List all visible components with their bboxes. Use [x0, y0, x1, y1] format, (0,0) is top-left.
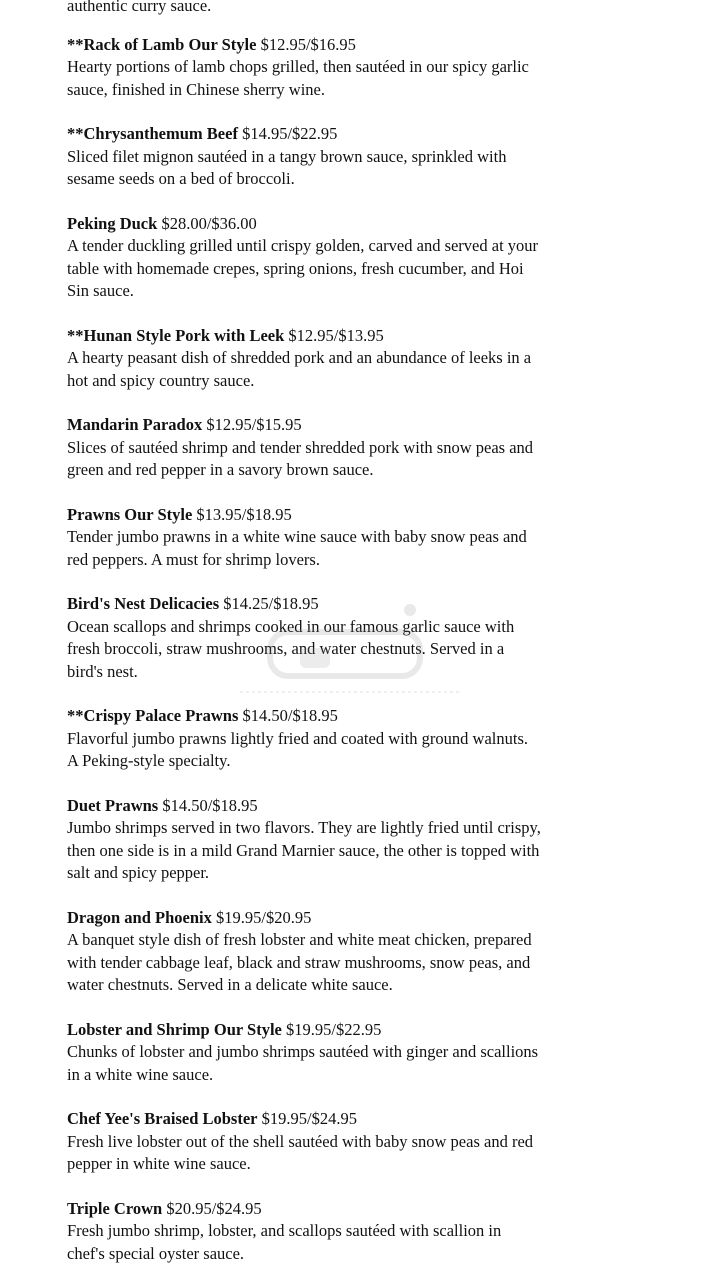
menu-item [67, 504, 687, 572]
menu-items-list [67, 34, 687, 1266]
menu-item-title [67, 795, 687, 818]
menu-item-title [67, 1019, 687, 1042]
dish-price: $12.95/$13.95 [288, 325, 384, 345]
dish-name: Lobster and Shrimp Our Style [67, 1019, 282, 1039]
dish-price: $19.95/$20.95 [215, 907, 312, 927]
menu-item [67, 795, 687, 885]
menu-item [67, 213, 687, 303]
dish-description: Hearty portions of lamb chops grilled, then sautéed in our spicy garlic sauce, finished in Chinese sherry wine. [67, 57, 529, 99]
dish-name: Duet Prawns [67, 795, 159, 815]
lead-text: authentic curry sauce. [67, 0, 212, 15]
dish-description: A banquet style dish of fresh lobster and white meat chicken, prepared with tender cabbage leaf, black and straw mushrooms, snow peas, and water chestnuts. Served in a delicate white sauce. [67, 930, 532, 994]
dish-price: $14.50/$18.95 [162, 795, 258, 815]
menu-item [67, 705, 687, 773]
menu-item-title [67, 414, 687, 437]
menu-item-title [67, 325, 687, 348]
dish-price: $14.50/$18.95 [242, 706, 338, 725]
menu-item-title [67, 504, 687, 527]
dish-price: $14.95/$22.95 [242, 124, 338, 143]
menu-item [67, 34, 687, 102]
dish-name: Triple Crown [67, 1198, 163, 1218]
dish-description: Sliced filet mignon sautéed in a tangy brown sauce, sprinkled with sesame seeds on a bed of broccoli. [67, 146, 507, 188]
dish-price: $12.95/$15.95 [206, 415, 302, 434]
menu-item-title [67, 213, 687, 236]
dish-price: $19.95/$22.95 [285, 1019, 382, 1039]
dish-description: A hearty peasant dish of shredded pork and an abundance of leeks in a hot and spicy country sauce. [67, 348, 532, 390]
menu-item [67, 1108, 687, 1176]
dish-name: Prawns Our Style [67, 504, 193, 524]
menu-item [67, 414, 687, 482]
dish-price: $12.95/$16.95 [260, 34, 356, 54]
dish-description: Ocean scallops and shrimps cooked in our famous garlic sauce with fresh broccoli, straw mushrooms, and water chestnuts. Served in a bird's nest. [67, 616, 515, 681]
menu-item-title [67, 593, 687, 616]
menu-item-title [67, 1198, 687, 1221]
dish-description: A tender duckling grilled until crispy golden, carved and served at your table with homemade crepes, spring onions, fresh cucumber, and Hoi Sin sauce. [67, 236, 539, 300]
dish-description: Fresh live lobster out of the shell sautéed with baby snow peas and red pepper in white wine sauce. [67, 1131, 534, 1173]
menu-item [67, 907, 687, 997]
menu-item [67, 325, 687, 393]
dish-description: Flavorful jumbo prawns lightly fried and coated with ground walnuts. A Peking-style specialty. [67, 728, 529, 770]
dish-name: **Crispy Palace Prawns [67, 706, 239, 725]
menu-item-title [67, 123, 687, 146]
dish-name: Chef Yee's Braised Lobster [67, 1109, 258, 1128]
menu-item [67, 123, 687, 191]
dish-name: Peking Duck [67, 213, 158, 233]
dish-name: **Chrysanthemum Beef [67, 124, 238, 143]
menu-page [67, 0, 687, 1287]
dish-description: Chunks of lobster and jumbo shrimps sautéed with ginger and scallions in a white wine sauce. [67, 1042, 539, 1084]
menu-item-title [67, 705, 687, 728]
dish-name: Bird's Nest Delicacies [67, 594, 220, 613]
dish-description: Slices of sautéed shrimp and tender shredded pork with snow peas and green and red pepper in a savory brown sauce. [67, 437, 534, 479]
dish-price: $28.00/$36.00 [161, 213, 257, 233]
menu-item-title [67, 34, 687, 57]
dish-name: **Hunan Style Pork with Leek [67, 325, 285, 345]
dish-price: $14.25/$18.95 [223, 594, 319, 613]
menu-item [67, 593, 687, 683]
menu-item-title [67, 907, 687, 930]
dish-name: Dragon and Phoenix [67, 907, 212, 927]
menu-item [67, 1198, 687, 1266]
dish-description: Jumbo shrimps served in two flavors. They are lightly fried until crispy, then one side is in a mild Grand Marnier sauce, the other is topped with salt and spicy pepper. [67, 818, 541, 882]
menu-item-title [67, 1108, 687, 1131]
dish-price: $13.95/$18.95 [196, 504, 292, 524]
dish-description: Fresh jumbo shrimp, lobster, and scallops sautéed with scallion in chef's special oyster sauce. [67, 1221, 502, 1263]
dish-price: $19.95/$24.95 [261, 1109, 357, 1128]
dish-name: **Rack of Lamb Our Style [67, 34, 257, 54]
dish-price: $20.95/$24.95 [166, 1198, 262, 1218]
dish-name: Mandarin Paradox [67, 415, 203, 434]
dish-description: Tender jumbo prawns in a white wine sauce with baby snow peas and red peppers. A must for shrimp lovers. [67, 527, 527, 569]
menu-item [67, 1019, 687, 1087]
